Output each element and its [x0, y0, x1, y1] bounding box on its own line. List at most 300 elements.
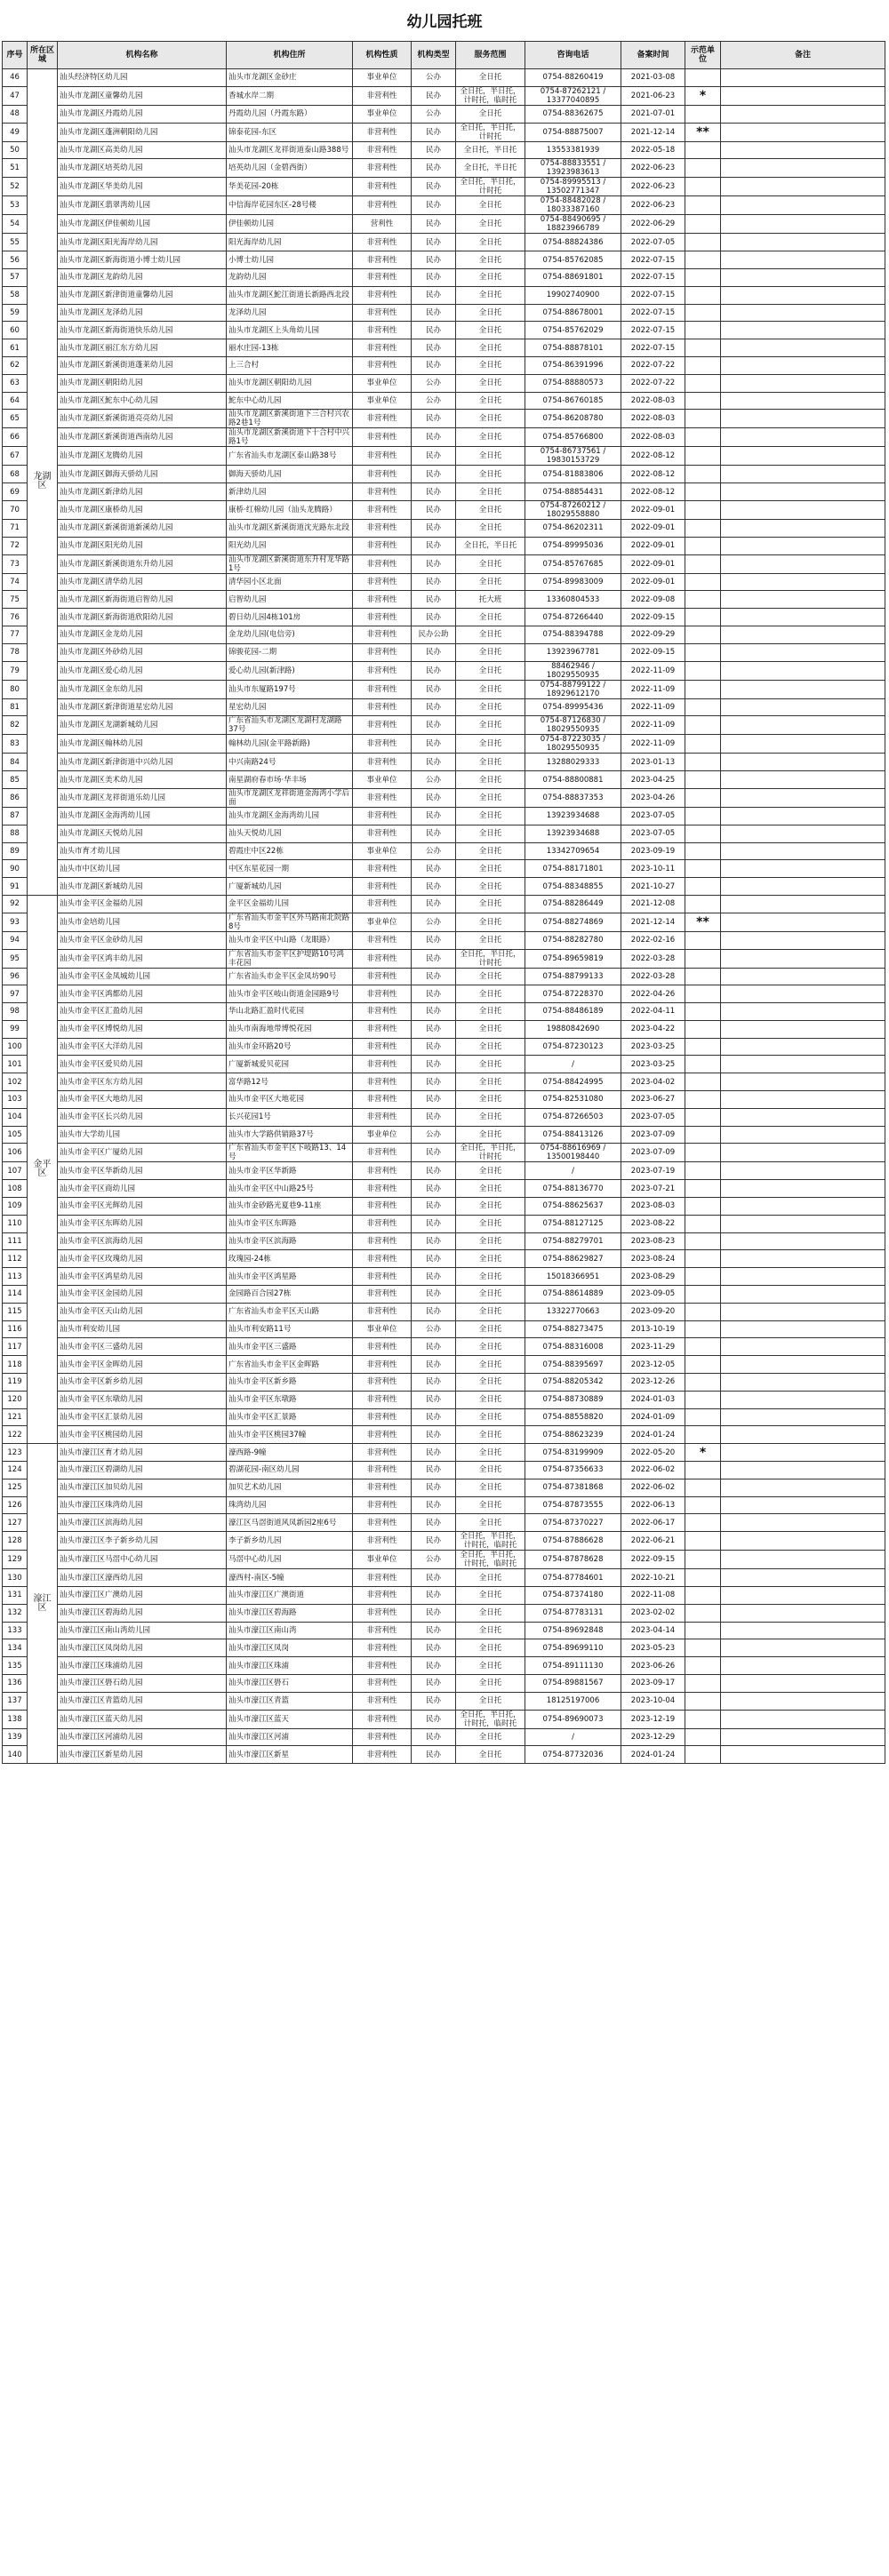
row-nature: 非营利性: [353, 716, 412, 735]
row-name: 汕头市濠江区青篮幼儿园: [58, 1692, 227, 1710]
row-type: 民办: [412, 1604, 456, 1622]
table-row: [3, 1674, 885, 1692]
row-phone: 0754-82531080: [525, 1091, 621, 1109]
row-address: 广东省汕头市金平区金凤坊90号: [227, 968, 353, 985]
row-index: 47: [3, 86, 28, 105]
table-body: [3, 69, 885, 1764]
table-row: [3, 322, 885, 339]
row-remarks: [721, 86, 885, 105]
row-model-unit: [685, 825, 721, 842]
row-filing-date: 2023-02-02: [621, 1604, 685, 1622]
row-type: 民办: [412, 680, 456, 698]
row-filing-date: 2022-06-02: [621, 1462, 685, 1479]
row-model-unit: [685, 1496, 721, 1514]
row-type: 民办: [412, 1338, 456, 1356]
table-row: [3, 196, 885, 215]
row-service: 全日托: [456, 428, 525, 447]
row-type: 民办: [412, 609, 456, 626]
row-address: 伊佳顿幼儿园: [227, 215, 353, 234]
row-service: 全日托: [456, 1622, 525, 1639]
row-index: 119: [3, 1374, 28, 1392]
row-name: 汕头市龙湖区爱心幼儿园: [58, 661, 227, 680]
row-service: 全日托: [456, 895, 525, 913]
row-index: 80: [3, 680, 28, 698]
row-nature: 非营利性: [353, 1532, 412, 1551]
row-remarks: [721, 105, 885, 123]
row-nature: 非营利性: [353, 1020, 412, 1038]
row-service: 全日托，半日托，计时托: [456, 178, 525, 196]
row-nature: 非营利性: [353, 1215, 412, 1232]
row-address: 广厦新城爱贝花园: [227, 1056, 353, 1073]
row-remarks: [721, 339, 885, 357]
row-address: 爱心幼儿园(新津路): [227, 661, 353, 680]
table-row: [3, 1162, 885, 1180]
row-filing-date: 2021-07-01: [621, 105, 685, 123]
table-row: [3, 716, 885, 735]
row-service: 全日托: [456, 735, 525, 754]
row-phone: 0754-81883806: [525, 466, 621, 483]
row-filing-date: 2022-09-01: [621, 519, 685, 537]
row-phone: 0754-89699110: [525, 1639, 621, 1657]
row-model-unit: [685, 196, 721, 215]
row-address: 汕头市金平区中山路（龙眼路）: [227, 931, 353, 949]
row-phone: 0754-88799133: [525, 968, 621, 985]
row-index: 107: [3, 1162, 28, 1180]
header-nature: 机构性质: [353, 42, 412, 69]
row-nature: 非营利性: [353, 860, 412, 878]
row-filing-date: 2022-04-26: [621, 985, 685, 1003]
row-phone: 18125197006: [525, 1692, 621, 1710]
row-phone: 0754-88691801: [525, 268, 621, 286]
row-remarks: [721, 374, 885, 392]
row-filing-date: 2023-10-11: [621, 860, 685, 878]
row-service: 全日托: [456, 234, 525, 251]
table-row: [3, 807, 885, 825]
row-filing-date: 2023-04-22: [621, 1020, 685, 1038]
row-phone: 0754-89692848: [525, 1622, 621, 1639]
row-name: 汕头经济特区幼儿园: [58, 69, 227, 87]
row-phone: 0754-88171801: [525, 860, 621, 878]
row-phone: 0754-87374180: [525, 1587, 621, 1605]
row-type: 民办: [412, 86, 456, 105]
row-index: 66: [3, 428, 28, 447]
row-remarks: [721, 1338, 885, 1356]
row-address: 汕头市龙湖区上头角幼儿园: [227, 322, 353, 339]
row-type: 民办: [412, 500, 456, 519]
row-model-unit: [685, 1569, 721, 1587]
row-type: 民办: [412, 1426, 456, 1444]
row-service: 全日托: [456, 196, 525, 215]
row-service: 全日托: [456, 825, 525, 842]
row-service: 全日托: [456, 339, 525, 357]
row-filing-date: 2023-05-23: [621, 1639, 685, 1657]
row-nature: 非营利性: [353, 1674, 412, 1692]
row-address: 汕头市龙湖区新溪街道东升村龙华路1号: [227, 554, 353, 573]
row-filing-date: 2022-07-15: [621, 339, 685, 357]
row-name: 汕头市龙湖区金东幼儿园: [58, 680, 227, 698]
row-model-unit: [685, 1674, 721, 1692]
row-phone: 0754-88629827: [525, 1250, 621, 1268]
row-address: 汕头市金平区新乡路: [227, 1374, 353, 1392]
row-nature: 事业单位: [353, 105, 412, 123]
row-nature: 非营利性: [353, 1286, 412, 1304]
header-address: 机构住所: [227, 42, 353, 69]
row-model-unit: [685, 1514, 721, 1532]
row-service: 全日托: [456, 1587, 525, 1605]
row-model-unit: [685, 1587, 721, 1605]
row-name: 汕头市金平区金晖幼儿园: [58, 1356, 227, 1374]
row-index: 77: [3, 626, 28, 643]
row-model-unit: [685, 1020, 721, 1038]
row-filing-date: 2023-07-05: [621, 825, 685, 842]
row-phone: 0754-88490695 / 18823966789: [525, 215, 621, 234]
row-phone: 0754-83199909: [525, 1444, 621, 1462]
row-index: 133: [3, 1622, 28, 1639]
row-index: 100: [3, 1038, 28, 1056]
row-filing-date: 2022-09-15: [621, 643, 685, 661]
row-filing-date: 2022-08-12: [621, 466, 685, 483]
row-nature: 非营利性: [353, 661, 412, 680]
row-phone: 0754-88273475: [525, 1320, 621, 1338]
row-type: 民办: [412, 1003, 456, 1021]
row-type: 民办: [412, 428, 456, 447]
row-remarks: [721, 643, 885, 661]
row-filing-date: 2023-01-13: [621, 754, 685, 771]
row-nature: 非营利性: [353, 178, 412, 196]
table-row: [3, 483, 885, 501]
row-filing-date: 2022-10-21: [621, 1569, 685, 1587]
row-name: 汕头市濠江区李子新乡幼儿园: [58, 1532, 227, 1551]
row-name: 汕头市濠江区碧湖幼儿园: [58, 1462, 227, 1479]
row-nature: 事业单位: [353, 842, 412, 860]
row-model-unit: [685, 931, 721, 949]
row-index: 102: [3, 1073, 28, 1091]
row-service: 全日托: [456, 1038, 525, 1056]
row-nature: 非营利性: [353, 554, 412, 573]
row-index: 74: [3, 573, 28, 591]
row-name: 汕头市龙湖区新海街道快乐幼儿园: [58, 322, 227, 339]
row-index: 97: [3, 985, 28, 1003]
row-service: 全日托: [456, 788, 525, 807]
row-name: 汕头市濠江区育才幼儿园: [58, 1444, 227, 1462]
row-filing-date: 2021-12-14: [621, 123, 685, 141]
row-address: 汕头市濠江区碧海路: [227, 1604, 353, 1622]
row-index: 83: [3, 735, 28, 754]
row-phone: 0754-87356633: [525, 1462, 621, 1479]
row-address: 汕头市金平区桃园37幢: [227, 1426, 353, 1444]
row-nature: 非营利性: [353, 1356, 412, 1374]
row-phone: 0754-88799122 / 18929612170: [525, 680, 621, 698]
row-filing-date: 2022-08-12: [621, 447, 685, 466]
row-model-unit: [685, 661, 721, 680]
row-name: 汕头市濠江区马滘中心幼儿园: [58, 1551, 227, 1569]
row-phone: 19880842690: [525, 1020, 621, 1038]
row-filing-date: 2023-12-29: [621, 1728, 685, 1746]
row-remarks: [721, 519, 885, 537]
row-name: 汕头市濠江区濠西幼儿园: [58, 1569, 227, 1587]
row-address: 汕头市龙湖区新溪街道下十合村中兴路1号: [227, 428, 353, 447]
row-phone: 0754-87266440: [525, 609, 621, 626]
row-filing-date: 2022-07-15: [621, 251, 685, 269]
row-service: 全日托，半日托，计时托，临时托: [456, 1551, 525, 1569]
row-address: 汕头市濠江区南山湾: [227, 1622, 353, 1639]
row-name: 汕头市龙湖区鮀东中心幼儿园: [58, 392, 227, 410]
row-model-unit: [685, 105, 721, 123]
table-row: [3, 1710, 885, 1728]
row-filing-date: 2022-06-17: [621, 1514, 685, 1532]
row-remarks: [721, 949, 885, 968]
row-type: 民办: [412, 234, 456, 251]
row-address: 广东省汕头市龙湖区龙湖村龙湖路37号: [227, 716, 353, 735]
row-nature: 事业单位: [353, 374, 412, 392]
row-type: 民办: [412, 286, 456, 304]
row-service: 全日托: [456, 573, 525, 591]
table-row: [3, 428, 885, 447]
row-type: 民办: [412, 1444, 456, 1462]
row-filing-date: 2023-12-19: [621, 1710, 685, 1728]
row-nature: 非营利性: [353, 807, 412, 825]
row-name: 汕头市龙湖区天悦幼儿园: [58, 825, 227, 842]
table-row: [3, 1374, 885, 1392]
row-name: 汕头市金平区商幼儿园: [58, 1180, 227, 1198]
row-nature: 非营利性: [353, 878, 412, 896]
row-address: 金龙幼儿园(电信旁): [227, 626, 353, 643]
row-index: 106: [3, 1144, 28, 1162]
table-row: [3, 268, 885, 286]
row-model-unit: [685, 554, 721, 573]
table-row: [3, 466, 885, 483]
row-name: 汕头市龙湖区丹霞幼儿园: [58, 105, 227, 123]
row-address: 金平区金福幼儿园: [227, 895, 353, 913]
table-row: [3, 1587, 885, 1605]
row-model-unit: [685, 1604, 721, 1622]
row-type: 公办: [412, 374, 456, 392]
row-index: 138: [3, 1710, 28, 1728]
row-filing-date: 2022-08-12: [621, 483, 685, 501]
row-index: 129: [3, 1551, 28, 1569]
table-row: [3, 968, 885, 985]
row-remarks: [721, 1657, 885, 1675]
row-model-unit: [685, 251, 721, 269]
row-remarks: [721, 1496, 885, 1514]
row-service: 全日托: [456, 554, 525, 573]
row-filing-date: 2021-06-23: [621, 86, 685, 105]
row-address: 汕头天悦幼儿园: [227, 825, 353, 842]
row-remarks: [721, 680, 885, 698]
row-type: 民办: [412, 554, 456, 573]
row-address: 汕头市金平区中山路25号: [227, 1180, 353, 1198]
row-address: 汕头市金环路20号: [227, 1038, 353, 1056]
row-filing-date: 2022-07-15: [621, 286, 685, 304]
row-type: 民办: [412, 1514, 456, 1532]
row-model-unit: [685, 1532, 721, 1551]
row-index: 81: [3, 698, 28, 716]
row-model-unit: *: [685, 86, 721, 105]
row-address: 濠西路-9幢: [227, 1444, 353, 1462]
row-model-unit: [685, 447, 721, 466]
row-remarks: [721, 860, 885, 878]
row-type: 民办: [412, 698, 456, 716]
row-model-unit: [685, 1162, 721, 1180]
row-service: 全日托: [456, 1692, 525, 1710]
row-filing-date: 2023-06-27: [621, 1091, 685, 1109]
row-address: 汕头市金平区滨海路: [227, 1232, 353, 1250]
header-district: 所在区域: [28, 42, 58, 69]
row-filing-date: 2022-09-01: [621, 573, 685, 591]
row-phone: 0754-85762029: [525, 322, 621, 339]
row-name: 汕头市濠江区加贝幼儿园: [58, 1479, 227, 1496]
row-model-unit: [685, 356, 721, 374]
row-address: 碧日幼儿园4栋101房: [227, 609, 353, 626]
row-filing-date: 2022-03-28: [621, 968, 685, 985]
row-phone: 0754-88274869: [525, 913, 621, 931]
table-row: [3, 825, 885, 842]
row-type: 民办: [412, 1587, 456, 1605]
row-phone: 0754-85766800: [525, 428, 621, 447]
row-remarks: [721, 123, 885, 141]
row-filing-date: 2022-06-23: [621, 159, 685, 178]
row-type: 民办: [412, 788, 456, 807]
row-service: 全日托: [456, 1514, 525, 1532]
row-model-unit: [685, 1144, 721, 1162]
row-phone: 0754-87126830 / 18029550935: [525, 716, 621, 735]
row-nature: 非营利性: [353, 1426, 412, 1444]
row-name: 汕头市龙湖区新津幼儿园: [58, 483, 227, 501]
row-remarks: [721, 483, 885, 501]
row-model-unit: [685, 1126, 721, 1144]
row-name: 汕头市金平区桃园幼儿园: [58, 1426, 227, 1444]
row-type: 民办: [412, 304, 456, 322]
row-phone: 0754-87873555: [525, 1496, 621, 1514]
row-model-unit: [685, 286, 721, 304]
row-address: 马滘中心幼儿园: [227, 1551, 353, 1569]
row-phone: 0754-88424995: [525, 1073, 621, 1091]
row-index: 120: [3, 1391, 28, 1408]
row-index: 127: [3, 1514, 28, 1532]
row-service: 全日托: [456, 771, 525, 789]
row-model-unit: [685, 1056, 721, 1073]
row-filing-date: 2021-12-14: [621, 913, 685, 931]
row-address: 香城水岸二期: [227, 86, 353, 105]
row-service: 全日托: [456, 643, 525, 661]
row-type: 民办: [412, 339, 456, 357]
row-type: 公办: [412, 1320, 456, 1338]
row-service: 全日托: [456, 1569, 525, 1587]
row-type: 民办: [412, 1180, 456, 1198]
row-address: 广东省汕头市金平区下岐路13、14号: [227, 1144, 353, 1162]
row-phone: 0754-88395697: [525, 1356, 621, 1374]
row-index: 99: [3, 1020, 28, 1038]
row-model-unit: [685, 1320, 721, 1338]
row-name: 汕头市金平区大洋幼儿园: [58, 1038, 227, 1056]
header-index: 序号: [3, 42, 28, 69]
row-service: 全日托: [456, 1746, 525, 1764]
row-model-unit: [685, 1286, 721, 1304]
row-service: 全日托: [456, 1056, 525, 1073]
row-nature: 非营利性: [353, 483, 412, 501]
row-address: 汕头市金平区鸿星路: [227, 1268, 353, 1286]
row-model-unit: [685, 410, 721, 428]
row-model-unit: [685, 178, 721, 196]
table-row: [3, 1091, 885, 1109]
table-row: [3, 1003, 885, 1021]
row-service: 全日托，半日托，计时托，临时托: [456, 1710, 525, 1728]
row-phone: 13923934688: [525, 807, 621, 825]
row-index: 49: [3, 123, 28, 141]
row-service: 全日托: [456, 215, 525, 234]
row-type: 民办: [412, 1639, 456, 1657]
row-nature: 非营利性: [353, 1374, 412, 1392]
row-filing-date: 2023-09-20: [621, 1303, 685, 1320]
row-nature: 非营利性: [353, 1338, 412, 1356]
row-nature: 非营利性: [353, 1038, 412, 1056]
row-type: 民办: [412, 1073, 456, 1091]
row-index: 121: [3, 1408, 28, 1426]
row-name: 汕头市金平区广厦幼儿园: [58, 1144, 227, 1162]
district-cell: 金平区: [28, 895, 58, 1443]
row-type: 民办: [412, 931, 456, 949]
row-nature: 非营利性: [353, 985, 412, 1003]
row-type: 民办: [412, 1091, 456, 1109]
row-remarks: [721, 466, 885, 483]
row-type: 民办: [412, 1162, 456, 1180]
table-row: [3, 123, 885, 141]
row-nature: 事业单位: [353, 1320, 412, 1338]
row-address: 汕头市金平区岐山街道金园路9号: [227, 985, 353, 1003]
row-index: 111: [3, 1232, 28, 1250]
row-address: 中信海岸花园东区-28号楼: [227, 196, 353, 215]
row-service: 全日托: [456, 483, 525, 501]
row-phone: 0754-89690073: [525, 1710, 621, 1728]
row-phone: 0754-89995436: [525, 698, 621, 716]
row-phone: /: [525, 1162, 621, 1180]
row-name: 汕头市龙湖区康桥幼儿园: [58, 500, 227, 519]
row-model-unit: [685, 304, 721, 322]
row-type: 民办: [412, 356, 456, 374]
row-name: 汕头市龙湖区新溪街道东升幼儿园: [58, 554, 227, 573]
row-index: 113: [3, 1268, 28, 1286]
row-phone: 0754-88205342: [525, 1374, 621, 1392]
row-filing-date: 2023-04-25: [621, 771, 685, 789]
table-row: [3, 1639, 885, 1657]
row-index: 112: [3, 1250, 28, 1268]
row-service: 全日托: [456, 1657, 525, 1675]
row-remarks: [721, 1286, 885, 1304]
row-name: 汕头市龙湖区新溪街道亮亮幼儿园: [58, 410, 227, 428]
row-name: 汕头市龙湖区新溪街道西南幼儿园: [58, 428, 227, 447]
row-nature: 非营利性: [353, 500, 412, 519]
table-row: [3, 661, 885, 680]
row-address: 汕头市金平区汇景路: [227, 1408, 353, 1426]
row-remarks: [721, 661, 885, 680]
row-service: 全日托，半日托，计时托: [456, 949, 525, 968]
row-index: 59: [3, 304, 28, 322]
row-phone: 0754-88875007: [525, 123, 621, 141]
row-nature: 营利性: [353, 215, 412, 234]
table-row: [3, 86, 885, 105]
row-service: 全日托: [456, 1268, 525, 1286]
row-remarks: [721, 1532, 885, 1551]
row-filing-date: 2022-11-08: [621, 1587, 685, 1605]
row-nature: 非营利性: [353, 251, 412, 269]
row-service: 全日托: [456, 754, 525, 771]
row-remarks: [721, 1692, 885, 1710]
table-row: [3, 1303, 885, 1320]
row-filing-date: 2023-03-25: [621, 1038, 685, 1056]
row-remarks: [721, 1038, 885, 1056]
row-model-unit: [685, 968, 721, 985]
row-filing-date: 2022-06-29: [621, 215, 685, 234]
